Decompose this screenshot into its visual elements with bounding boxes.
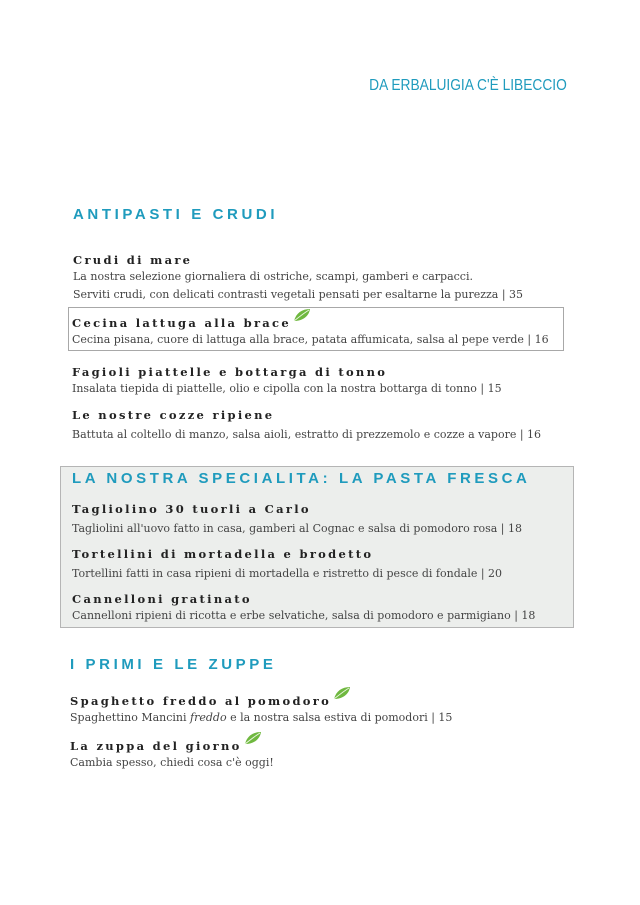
- dish-description: Tagliolini all'uovo fatto in casa, gamberi al Cognac e salsa di pomodoro rosa | 18: [72, 522, 522, 535]
- section-title-pasta: LA NOSTRA SPECIALITA: LA PASTA FRESCA: [72, 470, 531, 487]
- dish-name: Tortellini di mortadella e brodetto: [72, 547, 374, 561]
- dish-name: Cannelloni gratinato: [72, 592, 252, 606]
- dish-description: Cambia spesso, chiedi cosa c'è oggi!: [70, 756, 274, 769]
- dish-name: La zuppa del giorno: [70, 739, 242, 753]
- dish-name: Cecina lattuga alla brace: [72, 316, 291, 330]
- dish-name: Le nostre cozze ripiene: [72, 408, 275, 422]
- dish-description: La nostra selezione giornaliera di ostriche, scampi, gamberi e carpacci.: [73, 270, 473, 283]
- dish-description: Insalata tiepida di piattelle, olio e cipolla con la nostra bottarga di tonno | 15: [72, 382, 502, 395]
- dish-name: Spaghetto freddo al pomodoro: [70, 694, 332, 708]
- leaf-icon: [293, 308, 311, 322]
- emphasis-text: freddo: [190, 711, 227, 724]
- dish-name: Fagioli piattelle e bottarga di tonno: [72, 365, 388, 379]
- dish-name: Tagliolino 30 tuorli a Carlo: [72, 502, 311, 516]
- restaurant-name: DA ERBALUIGIA C'È LIBECCIO: [369, 77, 567, 94]
- dish-description: Battuta al coltello di manzo, salsa aioli, estratto di prezzemolo e cozze a vapore | 16: [72, 428, 542, 441]
- dish-description: Serviti crudi, con delicati contrasti vegetali pensati per esaltarne la purezza | 35: [73, 288, 524, 301]
- dish-description: Tortellini fatti in casa ripieni di mortadella e ristretto di pesce di fondale | 20: [72, 567, 503, 580]
- leaf-icon: [244, 731, 262, 745]
- section-title-antipasti: ANTIPASTI E CRUDI: [73, 206, 279, 223]
- section-title-primi: I PRIMI E LE ZUPPE: [70, 656, 277, 673]
- menu-item-cecina: [72, 312, 549, 349]
- menu-item-crudi: [73, 249, 523, 304]
- menu-item-tortellini: [72, 543, 502, 583]
- menu-item-cannelloni: [72, 588, 535, 625]
- menu-item-fagioli: [72, 361, 502, 398]
- menu-item-zuppa: [70, 735, 274, 772]
- dish-name: Crudi di mare: [73, 253, 193, 267]
- dish-description: Spaghettino Mancini freddo e la nostra salsa estiva di pomodori | 15: [70, 711, 453, 724]
- menu-item-tagliolino: [72, 498, 522, 538]
- menu-item-spaghetto: [70, 690, 452, 727]
- dish-description: Cecina pisana, cuore di lattuga alla brace, patata affumicata, salsa al pepe verde | 16: [72, 333, 549, 346]
- leaf-icon: [333, 686, 351, 700]
- menu-item-cozze: [72, 404, 541, 444]
- dish-description: Cannelloni ripieni di ricotta e erbe selvatiche, salsa di pomodoro e parmigiano | 18: [72, 609, 536, 622]
